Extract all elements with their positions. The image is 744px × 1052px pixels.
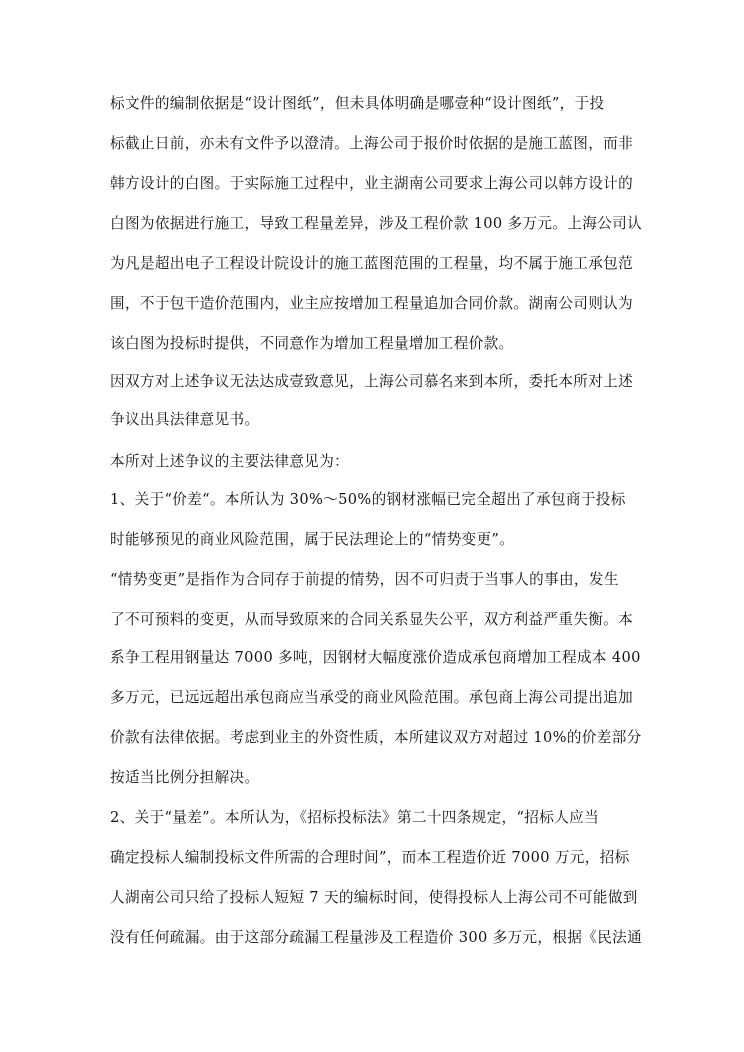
- text-line: 韩方设计的白图。于实际施工过程中，业主湖南公司要求上海公司以韩方设计的: [110, 175, 634, 192]
- text-line: 因双方对上述争议无法达成壹致意见，上海公司慕名来到本所，委托本所对上述: [110, 373, 634, 390]
- text-line: 时能够预见的商业风险范围，属于民法理论上的“情势变更”。: [110, 531, 515, 548]
- text-line: 本所对上述争议的主要法律意见为：: [110, 453, 350, 470]
- text-line: 标文件的编制依据是“设计图纸”，但未具体明确是哪壹种“设计图纸”，于投: [110, 95, 605, 112]
- text-line: 2、关于“量差”。本所认为，《招标投标法》第二十四条规定，“招标人应当: [110, 809, 600, 826]
- text-line: 按适当比例分担解决。: [110, 769, 260, 786]
- text-line: 价款有法律依据。考虑到业主的外资性质，本所建议双方对超过 10%的价差部分: [110, 729, 642, 746]
- text-line: 为凡是超出电子工程设计院设计的施工蓝图范围的工程量，均不属于施工承包范: [110, 255, 634, 272]
- text-line: 白图为依据进行施工，导致工程量差异，涉及工程价款 100 多万元。上海公司认: [110, 215, 643, 232]
- text-line: 争议出具法律意见书。: [110, 411, 260, 428]
- text-line: 该白图为投标时提供，不同意作为增加工程量增加工程价款。: [110, 335, 514, 352]
- text-line: 围，不于包干造价范围内，业主应按增加工程量追加合同价款。湖南公司则认为: [110, 295, 634, 312]
- text-line: 了不可预料的变更，从而导致原来的合同关系显失公平，双方利益严重失衡。本: [110, 611, 634, 628]
- text-line: “情势变更”是指作为合同存于前提的情势，因不可归责于当事人的事由，发生: [110, 571, 619, 588]
- text-line: 没有任何疏漏。由于这部分疏漏工程量涉及工程造价 300 多万元，根据《民法通: [110, 929, 643, 946]
- text-line: 系争工程用钢量达 7000 多吨，因钢材大幅度涨价造成承包商增加工程成本 400: [110, 649, 641, 666]
- text-line: 1、关于“价差“。本所认为 30%～50%的钢材涨幅已完全超出了承包商于投标: [110, 491, 626, 508]
- text-line: 人湖南公司只给了投标人短短 7 天的编标时间，使得投标人上海公司不可能做到: [110, 889, 638, 906]
- text-line: 确定投标人编制投标文件所需的合理时间”，而本工程造价近 7000 万元，招标: [110, 849, 630, 866]
- text-line: 标截止日前，亦未有文件予以澄清。上海公司于报价时依据的是施工蓝图，而非: [110, 135, 634, 152]
- text-line: 多万元，已远远超出承包商应当承受的商业风险范围。承包商上海公司提出追加: [110, 689, 634, 706]
